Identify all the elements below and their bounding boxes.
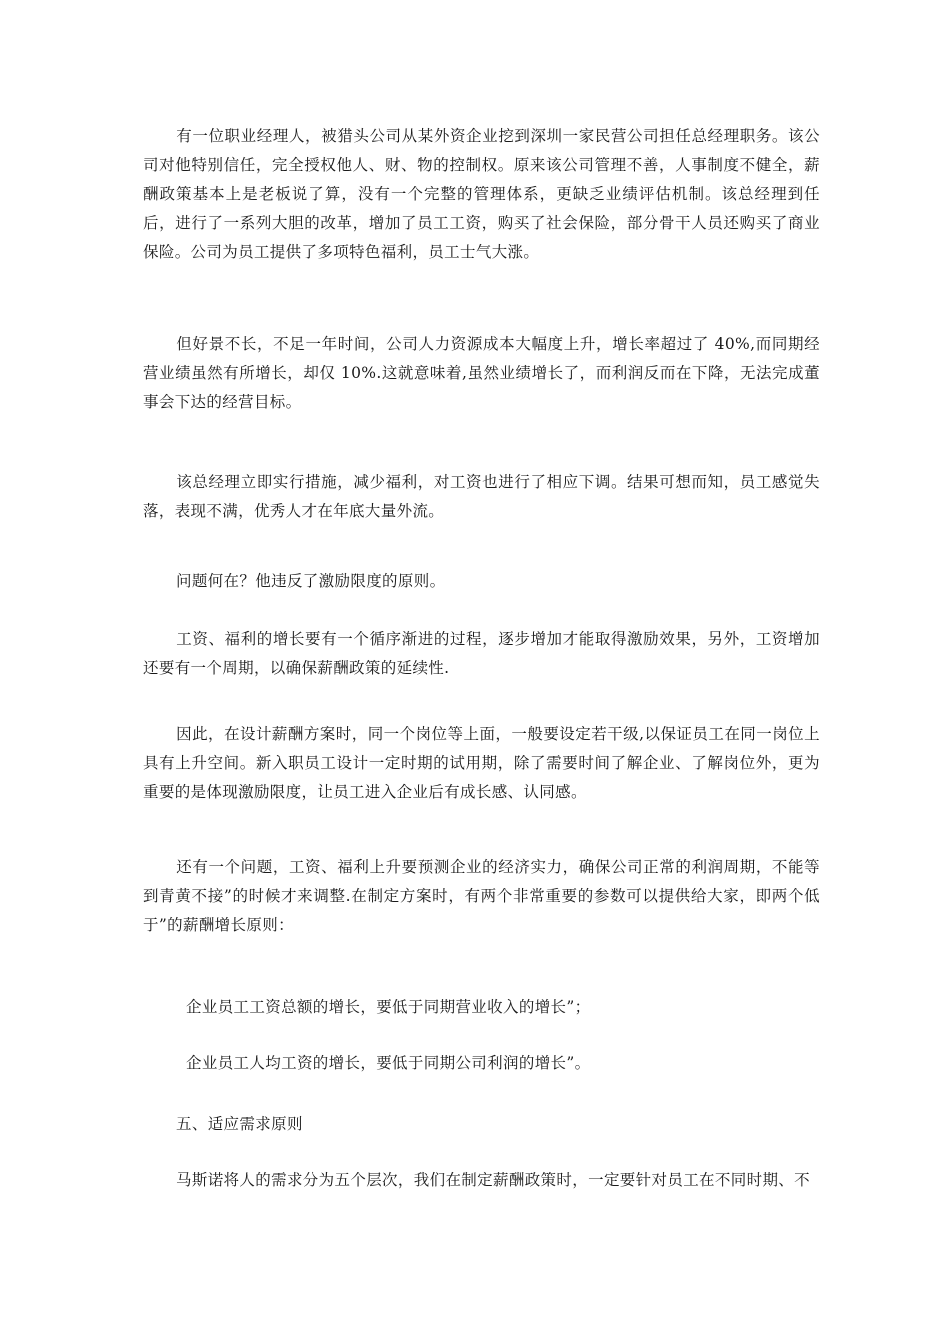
paragraph-text: 但好景不长，不足一年时间，公司人力资源成本大幅度上升，增长率超过了 40%,而同期经营业绩虽然有所增长，却仅 10%.这就意味着,虽然业绩增长了，而利润反而在下降，无法完成董事会下达的经营目标。 bbox=[143, 335, 820, 411]
paragraph-text: 因此，在设计薪酬方案时，同一个岗位等上面，一般要设定若干级,以保证员工在同一岗位上具有上升空间。新入职员工设计一定时期的试用期，除了需要时间了解企业、了解岗位外，更为重要的是体现激励限度，让员工进入企业后有成长感、认同感。 bbox=[143, 725, 820, 801]
paragraph-text: 问题何在？他违反了激励限度的原则。 bbox=[176, 572, 446, 590]
closing-paragraph bbox=[143, 1166, 820, 1195]
quote-2: 企业员工人均工资的增长，要低于同期公司利润的增长”。 bbox=[186, 1054, 591, 1072]
paragraph-3 bbox=[143, 468, 820, 526]
paragraph-text: 还有一个问题，工资、福利上升要预测企业的经济实力，确保公司正常的利润周期，不能等到青黄不接”的时候才来调整.在制定方案时，有两个非常重要的参数可以提供给大家，即两个低于”的薪酬增长原则： bbox=[143, 858, 820, 934]
paragraph-1 bbox=[143, 122, 820, 267]
paragraph-4 bbox=[143, 567, 820, 596]
paragraph-text: 有一位职业经理人，被猎头公司从某外资企业挖到深圳一家民营公司担任总经理职务。该公司对他特别信任，完全授权他人、财、物的控制权。原来该公司管理不善，人事制度不健全，薪酬政策基本上是老板说了算，没有一个完整的管理体系，更缺乏业绩评估机制。该总经理到任后，进行了一系列大胆的改革，增加了员工工资，购买了社会保险，部分骨干人员还购买了商业保险。公司为员工提供了多项特色福利，员工士气大涨。 bbox=[143, 127, 820, 261]
paragraph-5 bbox=[143, 625, 820, 683]
paragraph-7 bbox=[143, 853, 820, 940]
quote-1: 企业员工工资总额的增长，要低于同期营业收入的增长”； bbox=[186, 998, 591, 1016]
paragraph-2 bbox=[143, 330, 820, 417]
paragraph-6 bbox=[143, 720, 820, 807]
section-heading: 五、适应需求原则 bbox=[176, 1115, 303, 1133]
paragraph-text: 工资、福利的增长要有一个循序渐进的过程，逐步增加才能取得激励效果，另外，工资增加还要有一个周期，以确保薪酬政策的延续性. bbox=[143, 630, 820, 677]
paragraph-text: 马斯诺将人的需求分为五个层次，我们在制定薪酬政策时，一定要针对员工在不同时期、不 bbox=[176, 1171, 811, 1189]
paragraph-text: 该总经理立即实行措施，减少福利，对工资也进行了相应下调。结果可想而知，员工感觉失落，表现不满，优秀人才在年底大量外流。 bbox=[143, 473, 820, 520]
